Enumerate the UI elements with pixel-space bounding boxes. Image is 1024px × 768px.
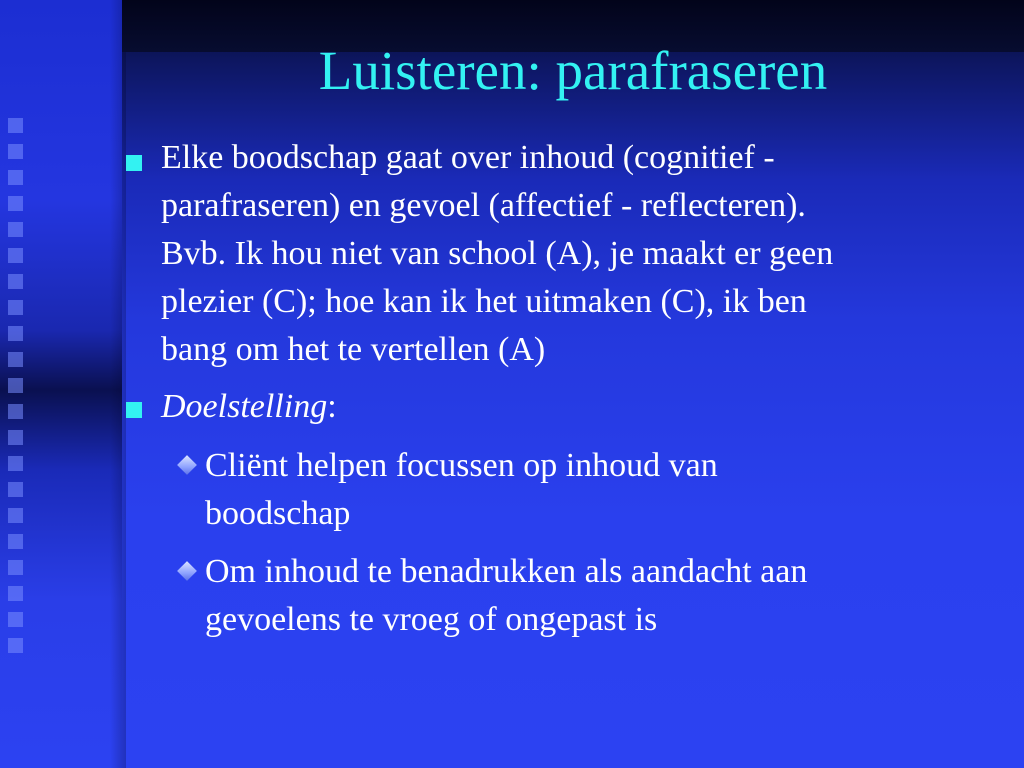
left-band-shadow: [110, 0, 126, 768]
decorative-square: [8, 326, 23, 341]
decorative-square: [8, 352, 23, 367]
decorative-square: [8, 534, 23, 549]
diamond-bullet-icon: [177, 561, 197, 581]
decorative-square: [8, 612, 23, 627]
sub-bullet-1-line: Cliënt helpen focussen op inhoud van: [205, 447, 718, 484]
decorative-square: [8, 196, 23, 211]
doelstelling-label: Doelstelling: [161, 388, 328, 425]
bullet-1-line: bang om het te vertellen (A): [161, 331, 546, 368]
bullet-1-line: Bvb. Ik hou niet van school (A), je maakt er geen: [161, 235, 834, 272]
square-bullet-icon: [126, 155, 142, 171]
decorative-squares: [8, 118, 30, 678]
decorative-square: [8, 430, 23, 445]
sub-bullet-2-line: gevoelens te vroeg of ongepast is: [205, 601, 658, 638]
decorative-square: [8, 456, 23, 471]
decorative-square: [8, 482, 23, 497]
decorative-square: [8, 638, 23, 653]
decorative-square: [8, 248, 23, 263]
decorative-square: [8, 560, 23, 575]
sub-bullet-2-text: [205, 548, 1005, 644]
decorative-square: [8, 222, 23, 237]
bullet-1-line: parafraseren) en gevoel (affectief - reflecteren).: [161, 187, 806, 224]
colon: :: [327, 388, 337, 425]
bullet-1-line: Elke boodschap gaat over inhoud (cognitief -: [161, 139, 775, 176]
slide-title: Luisteren: parafraseren: [318, 40, 828, 101]
decorative-square: [8, 274, 23, 289]
decorative-square: [8, 378, 23, 393]
diamond-bullet-icon: [177, 455, 197, 475]
decorative-square: [8, 404, 23, 419]
bullet-1-line: plezier (C); hoe kan ik het uitmaken (C), ik ben: [161, 283, 807, 320]
square-bullet-icon: [126, 402, 142, 418]
sub-bullet-1-line: boodschap: [205, 495, 351, 532]
decorative-square: [8, 118, 23, 133]
bullet-2-line: [161, 383, 861, 431]
decorative-square: [8, 508, 23, 523]
bullet-2-text: [161, 383, 861, 431]
sub-bullet-2-line: Om inhoud te benadrukken als aandacht aan: [205, 553, 808, 590]
decorative-square: [8, 300, 23, 315]
decorative-square: [8, 144, 23, 159]
sub-bullet-1-text: [205, 442, 1005, 538]
bullet-1-text: [161, 134, 1011, 374]
decorative-square: [8, 586, 23, 601]
decorative-square: [8, 170, 23, 185]
